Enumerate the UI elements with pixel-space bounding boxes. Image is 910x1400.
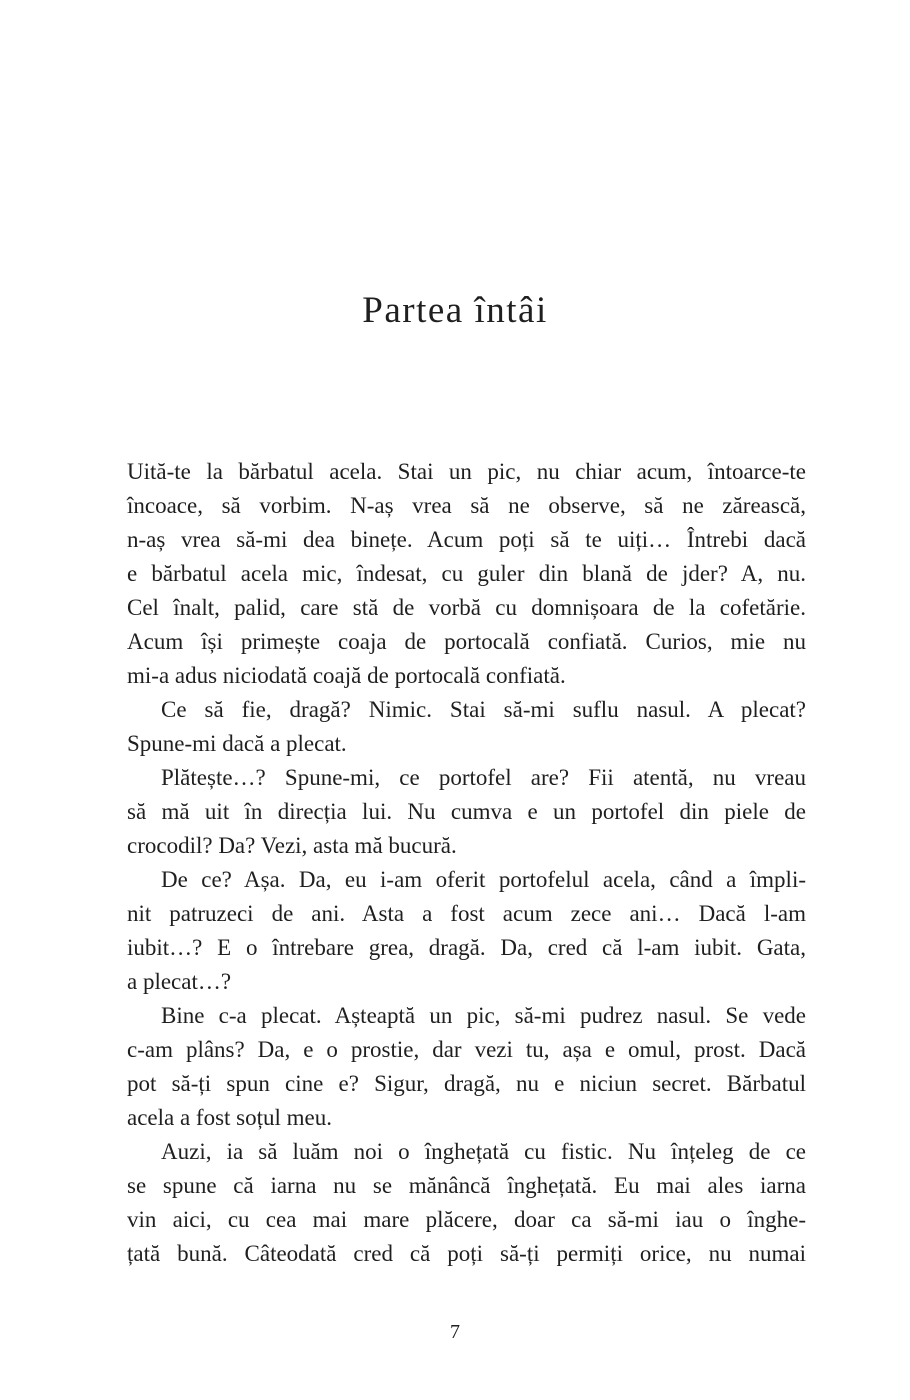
text-line: încoace, să vorbim. N-aș vrea să ne observe, să ne zărească, [127,493,806,518]
paragraph [127,999,806,1135]
text-line: Auzi, ia să luăm noi o înghețată cu fistic. Nu înțeleg de ce [161,1139,806,1164]
paragraph [127,863,806,999]
paragraph [127,693,806,761]
text-line: Acum își primește coaja de portocală confiată. Curios, mie nu [127,629,806,654]
text-line: c-am plâns? Da, e o prostie, dar vezi tu, așa e omul, prost. Dacă [127,1037,806,1062]
text-line: Spune-mi dacă a plecat. [127,731,347,756]
text-line: Cel înalt, palid, care stă de vorbă cu domnișoara de la cofetărie. [127,595,806,620]
text-line: să mă uit în direcția lui. Nu cumva e un portofel din piele de [127,799,806,824]
text-line: Bine c-a plecat. Așteaptă un pic, să-mi pudrez nasul. Se vede [161,1003,806,1028]
paragraph [127,455,806,693]
text-line: se spune că iarna nu se mănâncă înghețată. Eu mai ales iarna [127,1173,806,1198]
text-line: mi-a adus niciodată coajă de portocală confiată. [127,663,566,688]
chapter-title: Partea întâi [362,290,548,331]
text-line: Plătește…? Spune-mi, ce portofel are? Fii atentă, nu vreau [161,765,806,790]
paragraph [127,1135,806,1271]
text-line: n-aș vrea să-mi dea binețe. Acum poți să te uiți… Întrebi dacă [127,527,806,552]
text-line: pot să-ți spun cine e? Sigur, dragă, nu e niciun secret. Bărbatul [127,1071,806,1096]
text-line: a plecat…? [127,969,232,994]
text-line: acela a fost soțul meu. [127,1105,333,1130]
text-line: De ce? Așa. Da, eu i-am oferit portofelul acela, când a împli- [161,867,806,892]
body-text [127,455,806,1271]
text-line: iubit…? E o întrebare grea, dragă. Da, cred că l-am iubit. Gata, [127,935,806,960]
paragraph [127,761,806,863]
text-line: Uită-te la bărbatul acela. Stai un pic, nu chiar acum, întoarce-te [127,459,806,484]
text-line: Ce să fie, dragă? Nimic. Stai să-mi suflu nasul. A plecat? [161,697,806,722]
text-line: e bărbatul acela mic, îndesat, cu guler din blană de jder? A, nu. [127,561,806,586]
text-line: nit patruzeci de ani. Asta a fost acum zece ani… Dacă l-am [127,901,806,926]
text-line: vin aici, cu cea mai mare plăcere, doar ca să-mi iau o înghe- [127,1207,806,1232]
page-number: 7 [450,1321,460,1343]
text-line: țată bună. Câteodată cred că poți să-ți permiți orice, nu numai [127,1241,806,1266]
text-line: crocodil? Da? Vezi, asta mă bucură. [127,833,457,858]
